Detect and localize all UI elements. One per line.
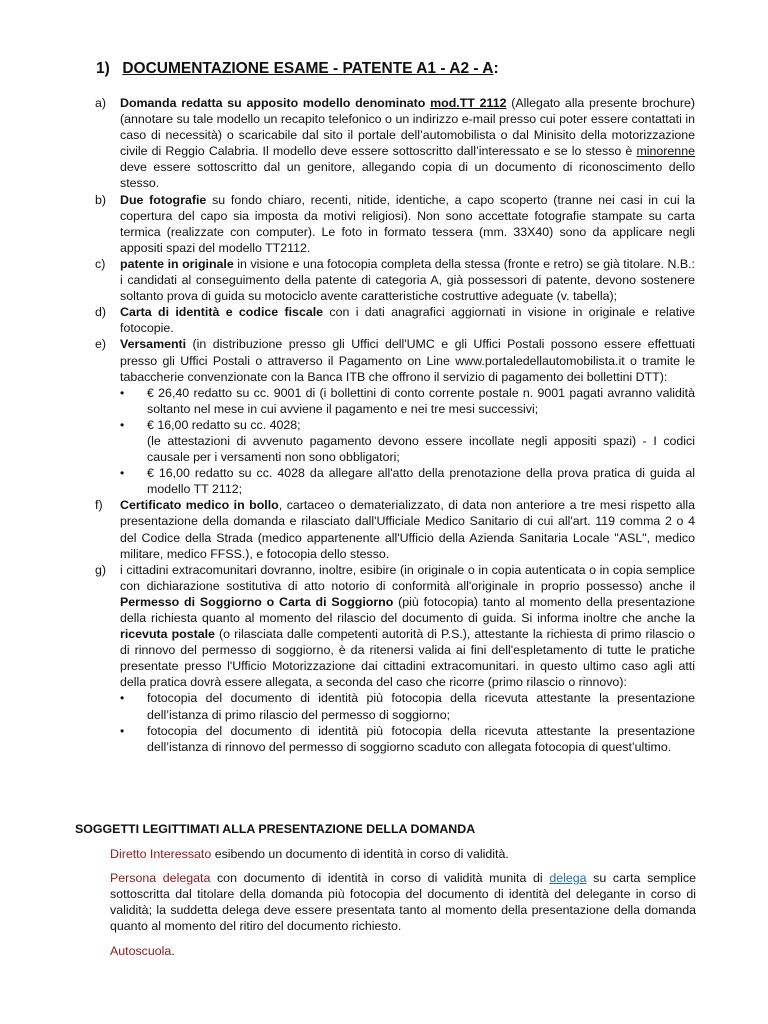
item-text: su fondo chiaro, recenti, nitide, identiche, a capo scoperto (tranne nei casi in cui la copertura del capo sia imposta da motivi religiosi). Non sono accettate fotografie stampate su carta termica (realizzate con computer). Le foto in formato tessera (mm. 33X40) sono da applicare negli appositi spazi del modello TT2112. bbox=[120, 192, 696, 255]
bullet-text: € 16,00 redatto su cc. 4028; (le attestazioni di avvenuto pagamento devono essere incollate negli appositi spazi) - I codici causale per i versamenti non sono obbligatori; bbox=[147, 417, 695, 465]
bullet-text: € 26,40 redatto su cc. 9001 di (i bollettini di conto corrente postale n. 9001 pagati avranno validità soltanto nel mese in cui avviene il pagamento e nei tre mesi successivi; bbox=[147, 385, 695, 416]
item-text: (più fotocopia) tanto al momento della presentazione della richiesta quanto al momento del rilascio del documento di guida. Si informa inoltre che anche la bbox=[120, 594, 695, 625]
item-label: b) bbox=[95, 192, 107, 207]
bullet-icon: • bbox=[120, 466, 125, 481]
paragraph-text: esibendo un documento di identità in corso di validità. bbox=[211, 847, 509, 861]
item-body bbox=[120, 497, 695, 561]
minor-word: minorenne bbox=[636, 144, 695, 159]
section-heading bbox=[96, 60, 499, 78]
paragraph-delegate bbox=[110, 870, 696, 934]
item-bold: Carta di identità e codice fiscale bbox=[120, 305, 324, 320]
item-label: e) bbox=[95, 337, 107, 352]
item-bold: ricevuta postale bbox=[120, 627, 215, 642]
item-body bbox=[120, 562, 695, 691]
bullet-icon: • bbox=[120, 385, 125, 400]
item-bold: Permesso di Soggiorno o Carta di Soggiorno bbox=[120, 594, 394, 609]
heading-colon: : bbox=[493, 60, 499, 77]
subsection-heading: SOGGETTI LEGITTIMATI ALLA PRESENTAZIONE DELLA DOMANDA bbox=[75, 822, 476, 836]
item-body bbox=[120, 304, 695, 336]
bullet-icon: • bbox=[120, 417, 125, 432]
item-text: (in distribuzione presso gli Uffici dell'UMC e gli Uffici Postali possono essere effettuati presso gli Uffici Postali o attraverso il Pagamento on Line www.portaledellautomobilista.it o tramite le tabaccherie convenzionate con la Banca ITB che offrono il servizio di pagamento dei bollettini DTT): bbox=[120, 337, 695, 384]
delega-link[interactable]: delega bbox=[549, 871, 587, 885]
item-text: in visione e una fotocopia completa della stessa (fronte e retro) se già titolare. N.B.: i candidati al conseguimento della patente di categoria A, già possessori di patente, devono sostenere soltanto prova di guida su motociclo avente caratteristiche costruttive adeguate (v. tabella); bbox=[120, 256, 695, 304]
item-label: d) bbox=[95, 305, 107, 320]
red-label: Persona delegata bbox=[110, 871, 211, 885]
item-body bbox=[120, 256, 695, 304]
item-bold: Versamenti bbox=[120, 337, 187, 352]
list-bullet bbox=[120, 690, 695, 722]
item-bold: Domanda redatta su apposito modello denominato bbox=[120, 96, 426, 110]
item-text: i cittadini extracomunitari dovranno, inoltre, esibire (in originale o in copia autenticata o in copia semplice con dichiarazione sostitutiva di atto notorio di conformità all'originale in proprio possesso) anche il bbox=[120, 562, 695, 593]
item-text: (Allegato alla presente brochure) (annotare su tale modello un recapito telefonico o un indirizzo e-mail presso cui poter essere contattati in caso di necessità) o scaricabile dal sito il portale dell’automobilista o dal Minisito della motorizzazione civile di Reggio Calabria. Il modello deve essere sottoscritto dall’interessato e se lo stesso è bbox=[120, 96, 695, 159]
item-body bbox=[120, 192, 695, 256]
bullet-text: fotocopia del documento di identità più fotocopia della ricevuta attestante la presentazione dell’istanza di rinnovo del permesso di soggiorno scaduto con allegata fotocopia di quest’ultimo. bbox=[147, 723, 695, 754]
document-list bbox=[95, 95, 695, 755]
item-body bbox=[120, 95, 695, 192]
bullet-icon: • bbox=[120, 691, 125, 706]
item-label: c) bbox=[95, 256, 106, 271]
list-item-g bbox=[95, 562, 695, 691]
list-item-c bbox=[95, 256, 695, 304]
heading-text: DOCUMENTAZIONE ESAME - PATENTE A1 - A2 - A bbox=[122, 60, 494, 77]
heading-number: 1) bbox=[96, 60, 110, 77]
list-item-e bbox=[95, 336, 695, 384]
item-label: a) bbox=[95, 96, 107, 110]
bullet-text: fotocopia del documento di identità più fotocopia della ricevuta attestante la presentazione dell’istanza di primo rilascio del permesso di soggiorno; bbox=[147, 691, 695, 722]
bullet-text: € 16,00 redatto su cc. 4028 da allegare all'atto della prenotazione della prova pratica di guida al modello TT 2112; bbox=[147, 466, 695, 497]
paragraph-direct bbox=[110, 846, 696, 862]
item-text: (o rilasciata dalle competenti autorità di P.S.), attestante la richiesta di primo rilascio o di rinnovo del permesso di soggiorno, è da ritenersi valida ai fini dell'espletamento di tutte le pratiche presentate presso l'Ufficio Motorizzazione dai cittadini extracomunitari. in questo ultimo caso agli atti della pratica dovrà essere allegata, a seconda del caso che ricorre (primo rilascio o rinnovo): bbox=[120, 627, 695, 690]
list-item-a bbox=[95, 95, 695, 192]
list-item-d bbox=[95, 304, 695, 336]
model-reference: mod.TT 2112 bbox=[430, 96, 507, 110]
item-bold: Due fotografie bbox=[120, 192, 207, 207]
bullet-icon: • bbox=[120, 723, 125, 738]
paragraph-text: con documento di identità in corso di validità munita di bbox=[210, 871, 550, 885]
paragraph-driving-school bbox=[110, 943, 696, 959]
list-bullet bbox=[120, 723, 695, 755]
list-bullet bbox=[120, 417, 695, 465]
item-bold: patente in originale bbox=[120, 256, 234, 271]
item-text: , cartaceo o dematerializzato, di data non anteriore a tre mesi rispetto alla presentazione della domanda e rilasciato dall'Ufficiale Medico Sanitario di cui all'art. 119 comma 2 o 4 del Codice della Strada (medico appartenente all'Ufficio della Azienda Sanitaria Locale "ASL", medico militare, medico FFSS.), e fotocopia dello stesso. bbox=[120, 498, 695, 561]
item-label: f) bbox=[95, 498, 103, 513]
list-bullet bbox=[120, 465, 695, 497]
item-body bbox=[120, 336, 695, 384]
red-label: Diretto Interessato bbox=[110, 847, 212, 861]
list-item-f bbox=[95, 497, 695, 561]
paragraph-text: su carta semplice sottoscritta dal titolare della domanda più fotocopia del documento di identità del delegante in corso di validità; la suddetta delega deve essere presentata tanto al momento della presentazione della domanda quanto al momento del ritiro del documento richiesto. bbox=[110, 871, 696, 934]
paragraph-text: . bbox=[171, 944, 175, 958]
item-text: deve essere sottoscritto dal un genitore, allegando copia di un documento di riconoscimento dello stesso. bbox=[120, 160, 695, 191]
item-bold: Certificato medico in bollo bbox=[120, 498, 279, 513]
item-label: g) bbox=[95, 562, 107, 577]
list-item-b bbox=[95, 192, 695, 256]
red-label: Autoscuola bbox=[110, 944, 172, 958]
list-bullet bbox=[120, 385, 695, 417]
item-text: con i dati anagrafici aggiornati in visione in originale e relative fotocopie. bbox=[120, 305, 695, 336]
